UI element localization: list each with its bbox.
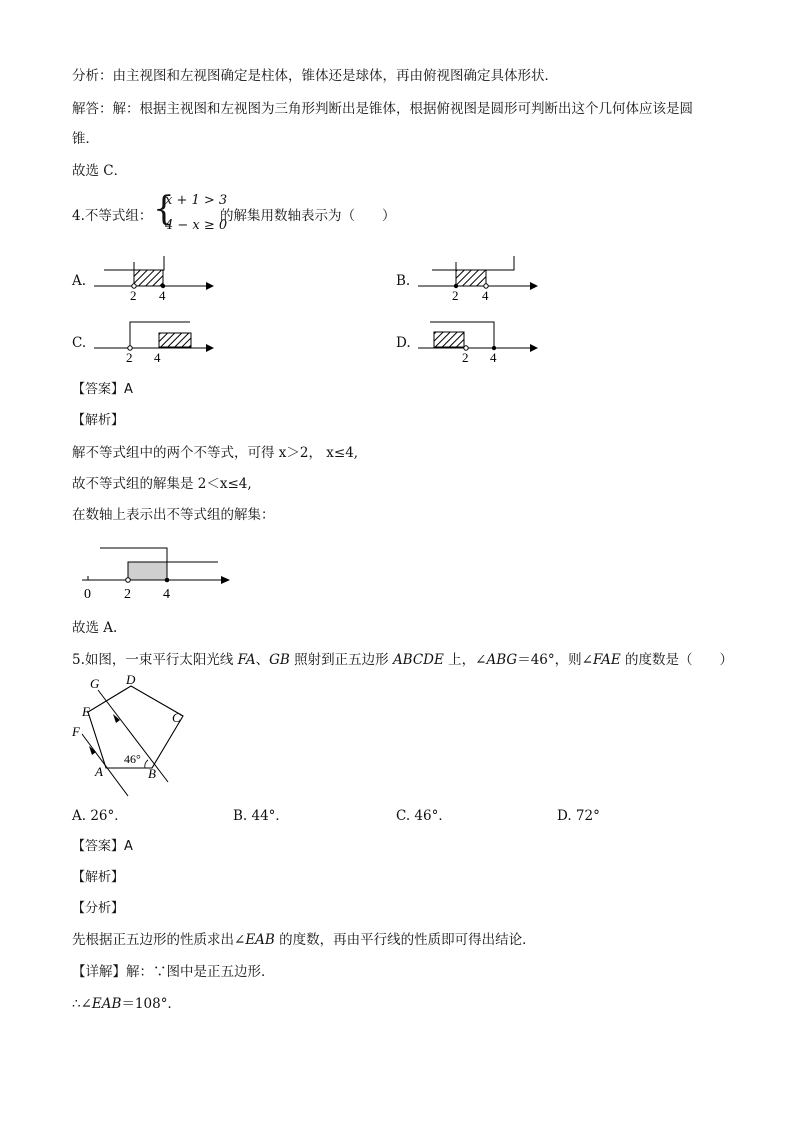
pentagon-figure (68, 672, 208, 802)
tick-label-2: 2 (126, 350, 133, 365)
arrow-icon (113, 714, 120, 723)
analysis-line: 分析：由主视图和左视图确定是柱体，锥体还是球体，再由俯视图确定具体形状． (72, 68, 558, 84)
shaded-region (456, 270, 486, 286)
option-b-label: B. (396, 273, 411, 289)
fenxi-tag: 【分析】 (72, 901, 125, 916)
arrow-icon (206, 344, 214, 352)
choice-b: B. 44°． (233, 808, 289, 824)
choice-a: A. 26°． (72, 808, 128, 824)
inequality-2: 4 − x ≥ 0 (165, 218, 228, 233)
label-b: B (148, 766, 156, 781)
tick-label-2: 2 (452, 288, 459, 303)
label-a: A (95, 764, 103, 779)
solution-step-2: 故不等式组的解集是 2＜x≤4, (72, 476, 252, 492)
q5-stem: 5.如图，一束平行太阳光线 FA、GB 照射到正五边形 ABCDE 上，∠ABG＝46°，则∠FAE 的度数是（ ） (72, 652, 734, 668)
angle-label: 46° (124, 752, 141, 766)
answer-tag: 【答案】A (72, 839, 133, 854)
analysis-tag: 【解析】 (72, 870, 125, 885)
arrow-icon (206, 282, 214, 290)
solution-step-3: 在数轴上表示出不等式组的解集： (72, 507, 275, 523)
label-g: G (90, 676, 100, 691)
tick-label-4: 4 (490, 350, 497, 365)
detail-line-2: ∴∠EAB＝108°． (72, 996, 181, 1012)
closed-dot (165, 578, 170, 583)
solution-line-cont: 锥． (72, 131, 99, 147)
q4-prefix: 4.不等式组： (72, 208, 153, 224)
tick-label-0: 0 (84, 587, 91, 602)
q4-suffix: 的解集用数轴表示为（ ） (220, 208, 396, 224)
tick-label-4: 4 (163, 587, 170, 602)
inequality-1: x + 1 > 3 (165, 193, 228, 208)
solution-numberline (78, 546, 238, 606)
shaded-region (128, 562, 167, 580)
label-f: F (72, 724, 80, 739)
ray-fa (82, 734, 128, 796)
open-dot (126, 578, 131, 583)
fenxi-text: 先根据正五边形的性质求出∠EAB 的度数，再由平行线的性质即可得出结论． (72, 932, 536, 948)
system-brace: { (153, 189, 175, 229)
tick-label-2: 2 (130, 288, 137, 303)
option-d-label: D. (396, 335, 411, 351)
arrow-icon (221, 576, 230, 584)
shaded-region (434, 332, 464, 347)
choice-c: C. 46°． (396, 808, 452, 824)
label-d: D (126, 672, 136, 687)
option-d-numberline (414, 318, 544, 366)
analysis-tag: 【解析】 (72, 413, 125, 428)
option-b-numberline (414, 256, 544, 304)
label-e: E (82, 704, 90, 719)
answer-tag: 【答案】A (72, 382, 133, 397)
tick-label-2: 2 (462, 350, 469, 365)
arrow-icon (530, 344, 538, 352)
shaded-region (134, 270, 163, 286)
tick-label-2: 2 (124, 587, 131, 602)
choice-d: D. 72° (557, 808, 600, 824)
detail-line-1: 【详解】解：∵图中是正五边形． (72, 964, 275, 980)
option-c-numberline (90, 318, 220, 366)
choice-line: 故选 C． (72, 163, 128, 179)
tick-label-4: 4 (154, 350, 161, 365)
option-c-label: C. (72, 335, 87, 351)
solution-step-1: 解不等式组中的两个不等式，可得 x＞2， x≤4, (72, 445, 359, 461)
option-a-label: A. (72, 273, 87, 289)
label-c: C (172, 710, 181, 725)
bracket-line (432, 256, 514, 270)
solution-line: 解答：解：根据主视图和左视图为三角形判断出是锥体，根据俯视图是圆形可判断出这个几何体应该是圆 (72, 101, 693, 117)
arrow-icon (530, 282, 538, 290)
q4-conclusion: 故选 A. (72, 620, 118, 636)
tick-label-4: 4 (482, 288, 489, 303)
option-a-numberline (90, 256, 220, 304)
shaded-region (159, 333, 191, 347)
tick-label-4: 4 (159, 288, 166, 303)
